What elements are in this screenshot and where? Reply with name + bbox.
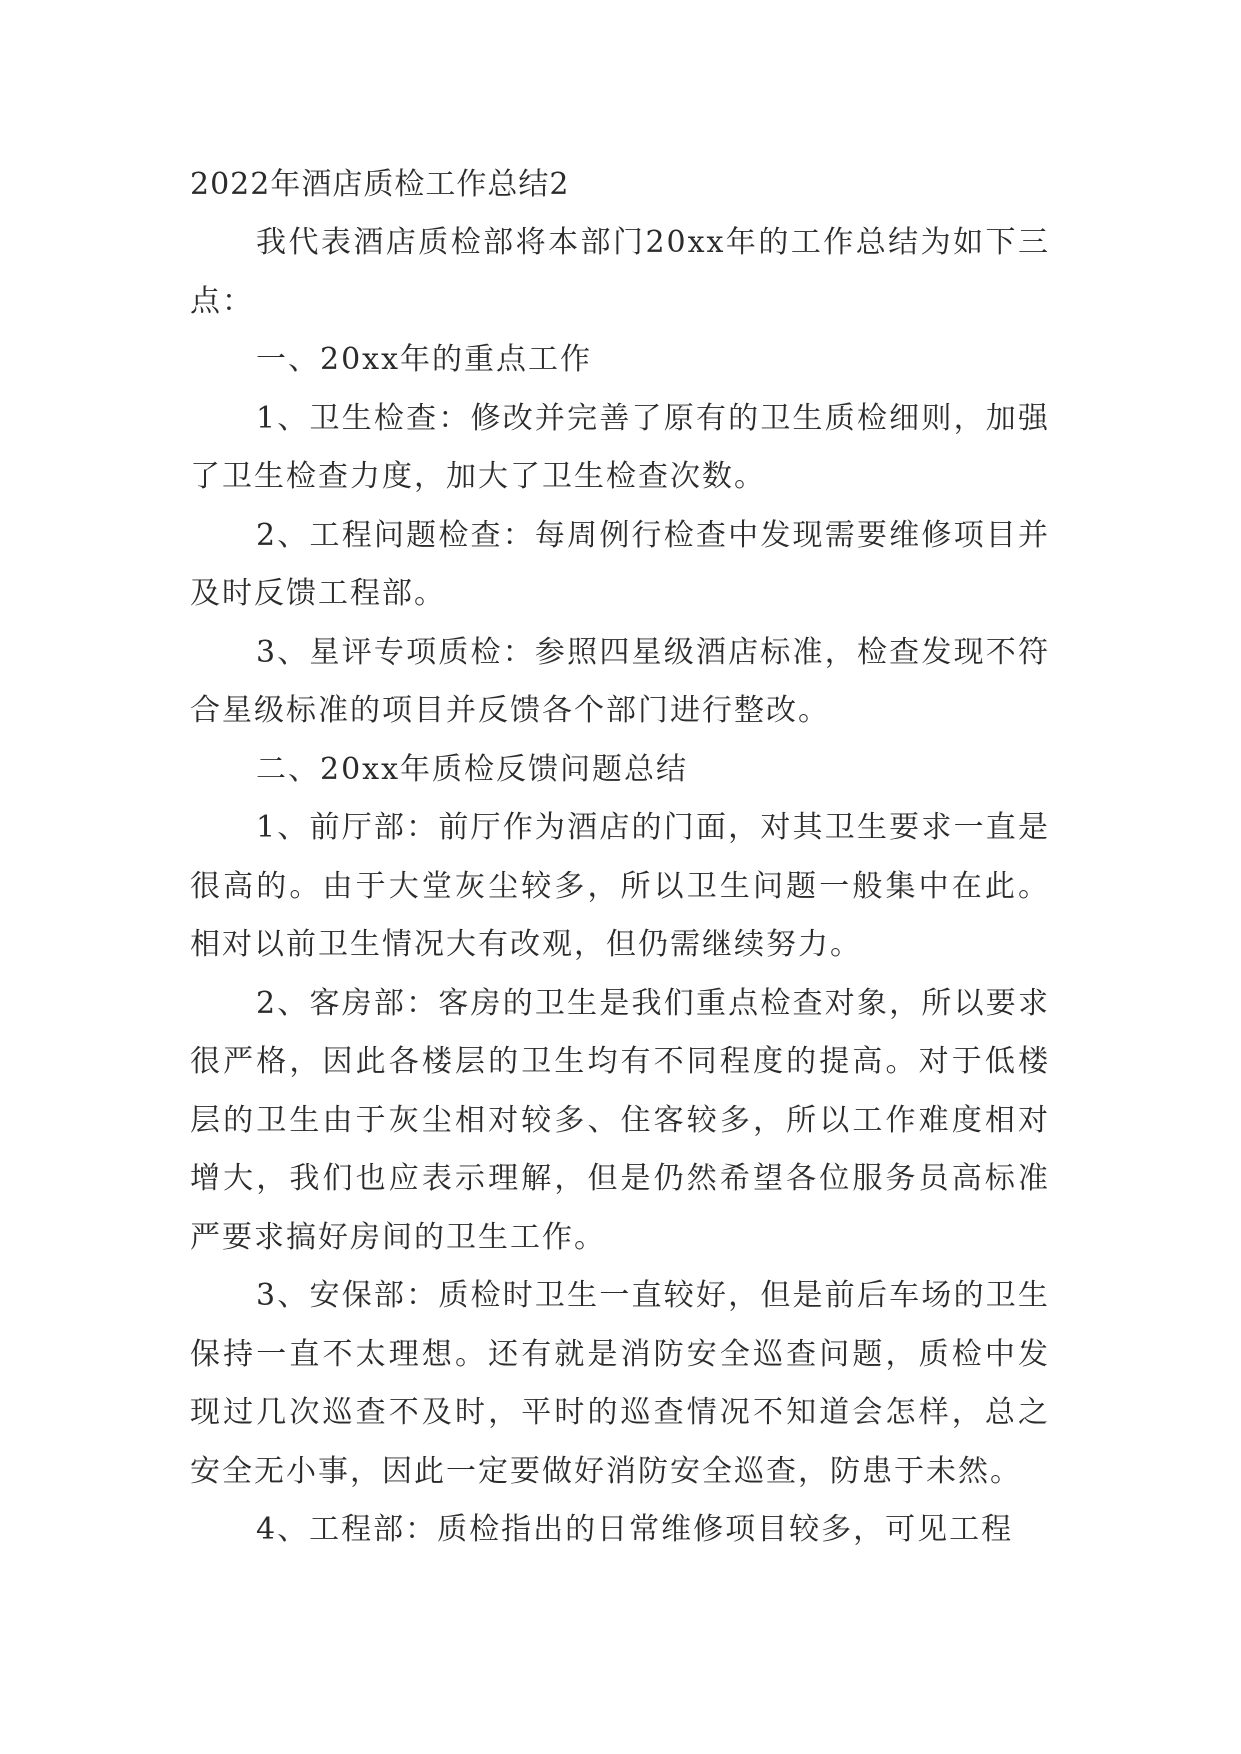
paragraph-hygiene-inspection: 1、卫生检查：修改并完善了原有的卫生质检细则，加强了卫生检查力度，加大了卫生检查次数。 (190, 400, 1050, 494)
document-title: 2022年酒店质检工作总结2 (190, 167, 570, 202)
paragraph-star-rating-inspection: 3、星评专项质检：参照四星级酒店标准，检查发现不符合星级标准的项目并反馈各个部门进行整改。 (190, 634, 1050, 728)
intro-paragraph: 我代表酒店质检部将本部门20xx年的工作总结为如下三点： (190, 225, 1050, 319)
section-heading-key-work: 一、20xx年的重点工作 (256, 342, 593, 377)
document-page (190, 156, 1050, 1560)
paragraph-engineering: 4、工程部：质检指出的日常维修项目较多，可见工程 (256, 1512, 1014, 1547)
section-heading-feedback-summary: 二、20xx年质检反馈问题总结 (256, 751, 689, 787)
paragraph-front-office: 1、前厅部：前厅作为酒店的门面，对其卫生要求一直是很高的。由于大堂灰尘较多，所以卫生问题一般集中在此。相对以前卫生情况大有改观，但仍需继续努力。 (190, 810, 1050, 962)
paragraph-engineering-inspection: 2、工程问题检查：每周例行检查中发现需要维修项目并及时反馈工程部。 (190, 517, 1050, 611)
paragraph-housekeeping: 2、客房部：客房的卫生是我们重点检查对象，所以要求很严格，因此各楼层的卫生均有不同程度的提高。对于低楼层的卫生由于灰尘相对较多、住客较多，所以工作难度相对增大，我们也应表示理解，但是仍然希望各位服务员高标准严要求搞好房间的卫生工作。 (190, 985, 1050, 1255)
paragraph-security: 3、安保部：质检时卫生一直较好，但是前后车场的卫生保持一直不太理想。还有就是消防安全巡查问题，质检中发现过几次巡查不及时，平时的巡查情况不知道会怎样，总之安全无小事，因此一定要做好消防安全巡查，防患于未然。 (190, 1278, 1050, 1489)
